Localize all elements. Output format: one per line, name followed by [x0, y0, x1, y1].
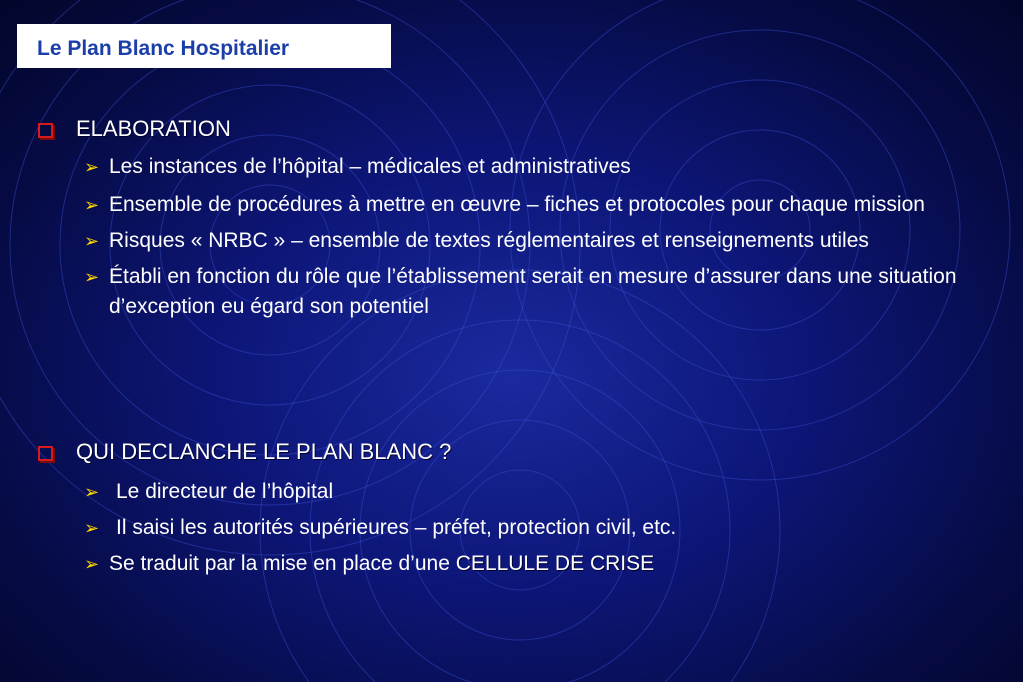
- list-item: [84, 477, 996, 507]
- list-item-text: Les instances de l’hôpital – médicales et administratives: [109, 155, 631, 178]
- arrowhead-bullet-icon: ➢: [84, 554, 100, 574]
- arrowhead-bullet-icon: ➢: [84, 195, 100, 215]
- list-item: [84, 190, 996, 220]
- hollow-square-bullet-icon: [38, 446, 53, 461]
- arrowhead-bullet-icon: ➢: [84, 157, 100, 177]
- list-item-text: Il saisi les autorités supérieures – préfet, protection civil, etc.: [116, 516, 677, 539]
- arrowhead-bullet-icon: ➢: [84, 267, 100, 287]
- section-heading-text: ELABORATION: [76, 116, 231, 141]
- list-item: [84, 226, 996, 256]
- list-item-text-container: [84, 549, 979, 579]
- list-item: [84, 549, 996, 579]
- section-heading: [36, 439, 996, 469]
- list-item-text: Ensemble de procédures à mettre en œuvre – fiches et protocoles pour chaque mission: [109, 193, 925, 216]
- list-item-text: Se traduit par la mise en place d’une: [109, 552, 456, 575]
- section-heading: [36, 116, 996, 146]
- arrowhead-bullet-icon: ➢: [84, 518, 100, 538]
- list-item-text: Le directeur de l’hôpital: [116, 480, 334, 503]
- list-item: [84, 513, 996, 543]
- arrowhead-bullet-icon: ➢: [84, 482, 100, 502]
- section-heading-text: QUI DECLANCHE LE PLAN BLANC ?: [76, 439, 452, 464]
- slide-title: Le Plan Blanc Hospitalier: [37, 37, 290, 60]
- list-item: [84, 152, 996, 182]
- hollow-square-bullet-icon: [38, 123, 53, 138]
- list-item: [84, 262, 996, 322]
- section-elaboration: [36, 116, 996, 322]
- slide-title-box: [17, 24, 391, 68]
- arrowhead-bullet-icon: ➢: [84, 231, 100, 251]
- cellule-de-crise-emphasis: CELLULE DE CRISE: [455, 552, 655, 575]
- list-item-text: Établi en fonction du rôle que l’établissement serait en mesure d’assurer dans une situation d’exception eu égard son potentiel: [109, 265, 957, 318]
- list-item-text: Risques « NRBC » – ensemble de textes réglementaires et renseignements utiles: [109, 229, 869, 252]
- section-qui-declanche: [36, 439, 996, 579]
